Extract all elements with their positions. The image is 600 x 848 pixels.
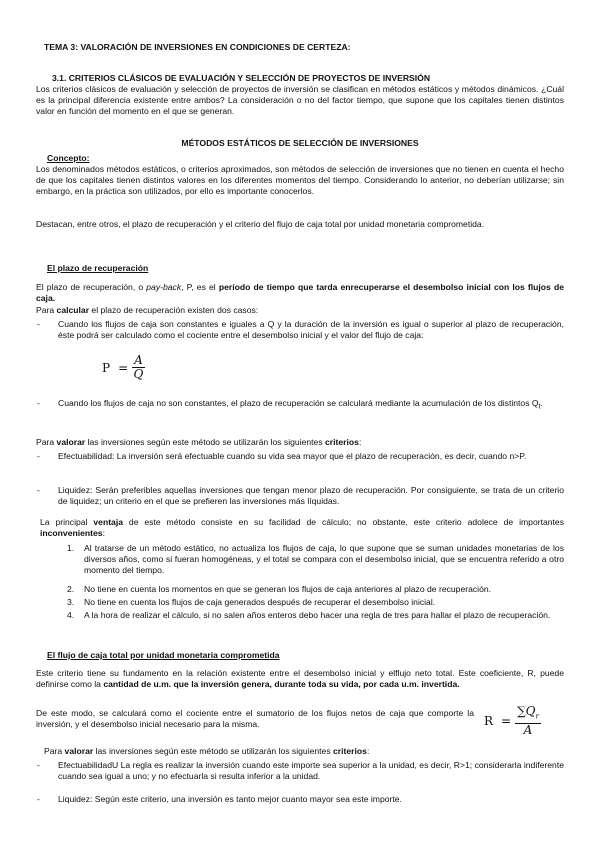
concept-paragraph-1: Los denominados métodos estáticos, o criterios aproximados, son métodos de selección de inversiones que no tienen en cuenta el hecho de que los capitales tienen distintos valores en los diferentes momentos del tiempo. Considerando lo anterior, no deberían utilizarse; sin embargo, en la práctica son utilizados, por ello es importante conocerlos. <box>36 164 564 197</box>
cashflow-paragraph-1: Este criterio tiene su fundamento en la relación existente entre el desembolso inicial y elflujo neto total. Este coeficiente, R, puede definirse como la cantidad de u.m. que la inversión genera, durante toda su vida, por cada u.m. invertida. <box>36 668 564 690</box>
cashflow-criterion-liquidez: Liquidez: Según este criterio, una inversión es tanto mejor cuanto mayor sea este importe. <box>58 794 402 804</box>
cashflow-formula: R = $\frac{\sum Q_r}{A}$ <box>484 704 539 738</box>
bullet-dash: - <box>37 451 40 461</box>
payback-definition: El plazo de recuperación, o pay-back, P, es el período de tiempo que tarda enrecuperarse el desembolso inicial con los flujos de caja. <box>36 282 564 304</box>
inconvenient-item: A la hora de realizar el cálculo, si no salen años enteros debo hacer una regla de tres para hallar el plazo de recuperación. <box>84 610 551 620</box>
cashflow-criterion-efectuabilidad: EfectuabilidadU La regla es realizar la inversión cuando este importe sea superior a la unidad, es decir, R>1; considerarla indiferente cuando sea igual a uno; y no efectuarla si resulta inferior a la unidad. <box>58 760 564 782</box>
inconvenient-number: 2. <box>67 584 75 594</box>
section-3-1-body: Los criterios clásicos de evaluación y selección de proyectos de inversión se clasifican en métodos estáticos y métodos dinámicos. ¿Cuál es la principal diferencia existente entre ambos? La consideración o no del factor tiempo, que supone que los capitales tienen distintos valor en función del momento en el que se generan. <box>36 84 564 117</box>
inconvenient-item: Al tratarse de un método estático, no actualiza los flujos de caja, lo que supone que se suman unidades monetarias de los diversos años, como si fueran homogéneas, y el total se compara con el desembolso inicial, que se encuentra referido a otro momento del tiempo. <box>84 543 564 576</box>
payback-calc-intro: Para calcular el plazo de recuperación existen dos casos: <box>36 305 259 315</box>
cashflow-heading: El flujo de caja total por unidad monetaria comprometida <box>47 650 280 660</box>
cashflow-criteria-intro: Para valorar las inversiones según este método se utilizarán los siguientes criterios: <box>44 746 370 756</box>
payback-formula: P = $\frac{A}{Q}$ <box>102 353 144 381</box>
bullet-dash: - <box>37 485 40 495</box>
payback-criterion-liquidez: Liquidez: Serán preferibles aquellas inversiones que tengan menor plazo de recuperación. Por consiguiente, se trata de un criterio de liquidez; un criterio en el que se prefieren las inversiones más líquidas. <box>58 485 564 507</box>
payback-case-2: Cuando los flujos de caja no son constantes, el plazo de recuperación se calculará mediante la acumulación de los distintos $Q_t$. <box>58 398 543 411</box>
payback-advantage-paragraph: La principal ventaja de este método consiste en su facilidad de cálculo; no obstante, este criterio adolece de importantes inconvenientes: <box>40 517 564 539</box>
payback-heading: El plazo de recuperación <box>47 263 149 273</box>
inconvenient-number: 4. <box>67 610 75 620</box>
bullet-dash: - <box>37 760 40 770</box>
concept-label: Concepto: <box>47 153 90 163</box>
payback-criterion-efectuabilidad: Efectuabilidad: La inversión será efectuable cuando su vida sea mayor que el plazo de recuperación, es decir, cuando n>P. <box>58 451 527 461</box>
inconvenient-item: No tiene en cuenta los flujos de caja generados después de recuperar el desembolso inicial. <box>84 597 436 607</box>
cashflow-paragraph-2: De este modo, se calculará como el cociente entre el sumatorio de los flujos netos de caja que comporte la inversión, y el desembolso inicial necesario para la misma. <box>36 708 474 730</box>
payback-criteria-intro: Para valorar las inversiones según este método se utilizarán los siguientes criterios: <box>36 437 362 447</box>
bullet-dash: - <box>37 398 40 408</box>
section-3-1-heading: 3.1. CRITERIOS CLÁSICOS DE EVALUACIÓN Y SELECCIÓN DE PROYECTOS DE INVERSIÓN <box>52 73 431 83</box>
inconvenient-item: No tiene en cuenta los momentos en que se generan los flujos de caja anteriores al plazo de recuperación. <box>84 584 492 594</box>
static-methods-heading: MÉTODOS ESTÁTICOS DE SELECCIÓN DE INVERSIONES <box>181 138 419 148</box>
inconvenient-number: 1. <box>67 543 75 553</box>
document-title: TEMA 3: VALORACIÓN DE INVERSIONES EN CONDICIONES DE CERTEZA: <box>44 42 351 52</box>
bullet-dash: - <box>37 794 40 804</box>
payback-case-1: Cuando los flujos de caja son constantes e iguales a Q y la duración de la inversión es igual o superior al plazo de recuperación, éste podrá ser calculado como el cociente entre el desembolso inicial y el valor del flujo de caja: <box>58 319 564 341</box>
bullet-dash: - <box>37 319 40 329</box>
concept-paragraph-2: Destacan, entre otros, el plazo de recuperación y el criterio del flujo de caja total por unidad monetaria comprometida. <box>36 219 485 229</box>
inconvenient-number: 3. <box>67 597 75 607</box>
